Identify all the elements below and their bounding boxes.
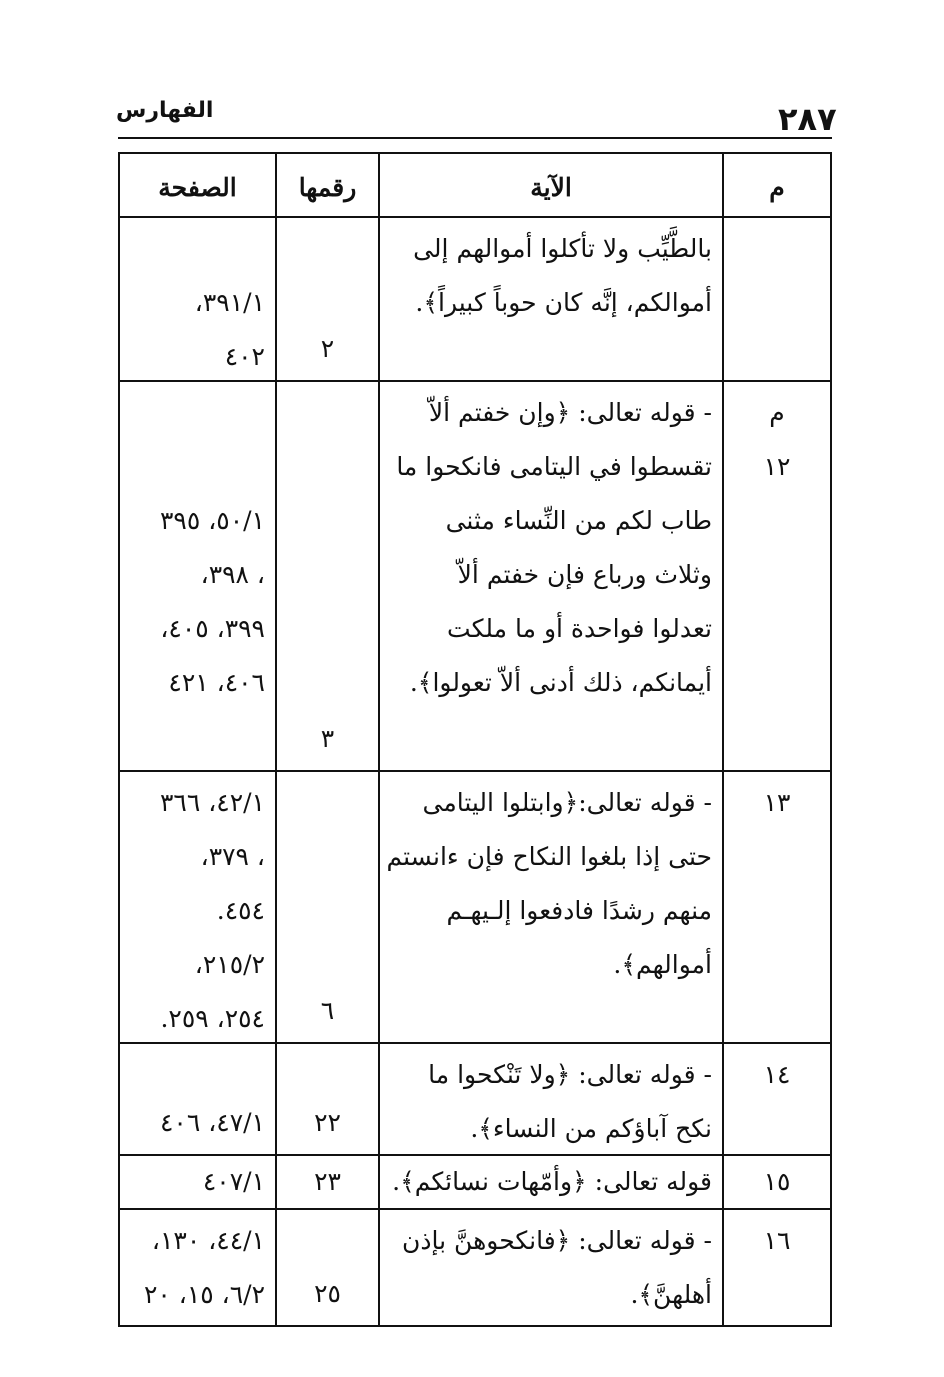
page-ref-line: ٤٢/١، ٣٦٦ [159, 788, 265, 817]
verse-line: أموالهم﴾. [613, 950, 712, 979]
page-header-title: الفهارس [116, 98, 214, 123]
page-ref-line: ، ٣٩٨، [200, 560, 265, 589]
page-ref-line: ٤٠٢ [224, 342, 265, 371]
row-m-cell [724, 218, 830, 380]
verse-number-cell [277, 382, 380, 770]
row-m-line: ١٣ [763, 788, 791, 817]
table-row [120, 772, 830, 1044]
page-ref-line: ٥٠/١، ٣٩٥ [159, 506, 265, 535]
page-ref-line: ٣٩٩، ٤٠٥، [160, 614, 265, 643]
verse-line: منهم رشدًا فادفعوا إلـيهـم [446, 896, 712, 925]
verse-line: أموالكم، إنَّه كان حوباً كبيراً﴾. [415, 288, 712, 317]
verse-number: ٢٢ [314, 1108, 341, 1137]
page-ref-line: ٤٧/١، ٤٠٦ [159, 1108, 265, 1137]
verse-cell [380, 772, 724, 1042]
page-refs-cell [120, 382, 277, 770]
verse-line: أيمانكم، ذلك أدنى ألاّ تعولوا﴾. [409, 668, 712, 697]
verse-line: - قوله تعالى: ﴿وإن خفتم ألاّ [428, 398, 712, 427]
verse-number-cell [277, 218, 380, 380]
verse-cell [380, 1044, 724, 1154]
verses-index-table [118, 152, 832, 1327]
column-header-m: م [769, 173, 785, 202]
page-ref-line: ٢١٥/٢، [194, 950, 265, 979]
verse-number-cell [277, 1044, 380, 1154]
verse-line: نكح آباؤكم من النساء﴾. [470, 1114, 712, 1143]
verse-number: ٢٣ [314, 1167, 341, 1196]
verse-number: ٢ [320, 334, 335, 363]
row-m-cell [724, 772, 830, 1042]
verse-line: - قوله تعالى:﴿وابتلوا اليتامى [422, 788, 712, 817]
table-header-row [120, 154, 830, 218]
row-m-line: م [769, 398, 785, 427]
verse-line: أهلهنَّ﴾. [630, 1280, 712, 1309]
verse-line: قوله تعالى: ﴿وأمّهات نسائكم﴾. [392, 1167, 712, 1196]
verse-line: تقسطوا في اليتامى فانكحوا ما [396, 452, 712, 481]
verse-number: ٦ [320, 996, 335, 1025]
column-header-page: الصفحة [120, 154, 277, 216]
page-ref-line: ٤٥٤. [216, 896, 265, 925]
page-ref-line: ٤٠٦، ٤٢١ [168, 668, 265, 697]
page-ref-line: ٢٥٤، ٢٥٩. [160, 1004, 265, 1033]
table-row [120, 1156, 830, 1210]
row-m-cell [724, 1044, 830, 1154]
table-row [120, 1210, 830, 1325]
row-m-line: ١٦ [763, 1226, 791, 1255]
verse-line: - قوله تعالى: ﴿ولا تَنْكحوا ما [428, 1060, 712, 1089]
table-row [120, 1044, 830, 1156]
row-m-line: ١٤ [763, 1060, 791, 1089]
page-refs-cell [120, 1210, 277, 1325]
verse-number: ٣ [320, 724, 335, 753]
verse-line: طاب لكم من النِّساء مثنى [445, 506, 712, 535]
page-refs-cell [120, 1156, 277, 1208]
verse-line: وثلاث ورباع فإن خفتم ألاّ [457, 560, 712, 589]
table-row [120, 218, 830, 382]
page-refs-cell [120, 218, 277, 380]
verse-cell [380, 218, 724, 380]
column-header-verse: الآية [380, 154, 724, 216]
page-refs-cell [120, 1044, 277, 1154]
page-ref-line: ٣٩١/١، [194, 288, 265, 317]
verse-line: بالطَّيِّب ولا تأكلوا أموالهم إلى [413, 234, 712, 263]
verse-number-cell [277, 772, 380, 1042]
page-ref-line: ٤٤/١، ١٣٠، [151, 1226, 265, 1255]
page-number: ٢٨٧ [778, 100, 837, 138]
table-row [120, 382, 830, 772]
row-m-line: ١٢ [763, 452, 791, 481]
verse-number-cell [277, 1156, 380, 1208]
verse-cell [380, 1210, 724, 1325]
page-ref-line: ٤٠٧/١ [202, 1167, 265, 1196]
row-m-cell [724, 1210, 830, 1325]
verse-number-cell [277, 1210, 380, 1325]
page-ref-line: ، ٣٧٩، [200, 842, 265, 871]
row-m-cell [724, 1156, 830, 1208]
verse-line: حتى إذا بلغوا النكاح فإن ءانستم [386, 842, 712, 871]
verse-line: - قوله تعالى: ﴿فانكحوهنَّ بإذن [402, 1226, 712, 1255]
header-divider [118, 137, 832, 139]
verse-cell [380, 1156, 724, 1208]
page-refs-cell [120, 772, 277, 1042]
page-ref-line: ٦/٢، ١٥، ٢٠ [143, 1280, 265, 1309]
verse-line: تعدلوا فواحدة أو ما ملكت [447, 614, 712, 643]
verse-cell [380, 382, 724, 770]
verse-number: ٢٥ [314, 1279, 341, 1308]
row-m-line: ١٥ [763, 1167, 791, 1196]
row-m-cell [724, 382, 830, 770]
column-header-number: رقمها [277, 154, 380, 216]
